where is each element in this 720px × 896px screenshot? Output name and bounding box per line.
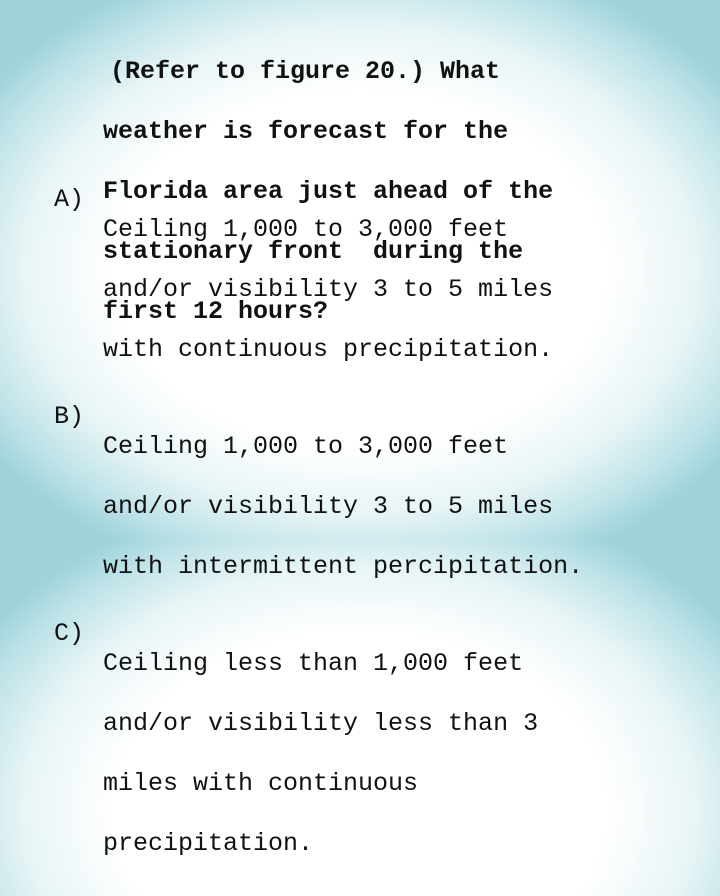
question-line: stationary front during the [103,237,524,266]
answer-options [54,185,694,896]
option-letter: C) [54,619,85,648]
option-line: and/or visibility 3 to 5 miles [103,275,554,304]
option-text [103,619,694,889]
option-line: and/or visibility less than 3 [103,709,539,738]
question-line: first 12 hours? [103,297,329,326]
option-line: Ceiling 1,000 to 3,000 feet [103,215,509,244]
question-line: Florida area just ahead of the [103,177,554,206]
option-text [103,185,694,395]
question-line: weather is forecast for the [103,117,509,146]
option-letter: B) [54,402,85,431]
option-line: with continuous precipitation. [103,335,554,364]
answer-option-c [54,619,694,889]
question-line: (Refer to figure 20.) What [110,57,501,86]
option-line: with intermittent percipitation. [103,552,584,581]
option-line: and/or visibility 3 to 5 miles [103,492,554,521]
option-line: Ceiling less than 1,000 feet [103,649,524,678]
option-line: Ceiling 1,000 to 3,000 feet [103,432,509,461]
option-line: miles with continuous [103,769,419,798]
answer-option-b [54,402,694,612]
answer-option-a [54,185,694,395]
option-line: precipitation. [103,829,314,858]
option-text [103,402,694,612]
option-letter: A) [54,185,85,214]
